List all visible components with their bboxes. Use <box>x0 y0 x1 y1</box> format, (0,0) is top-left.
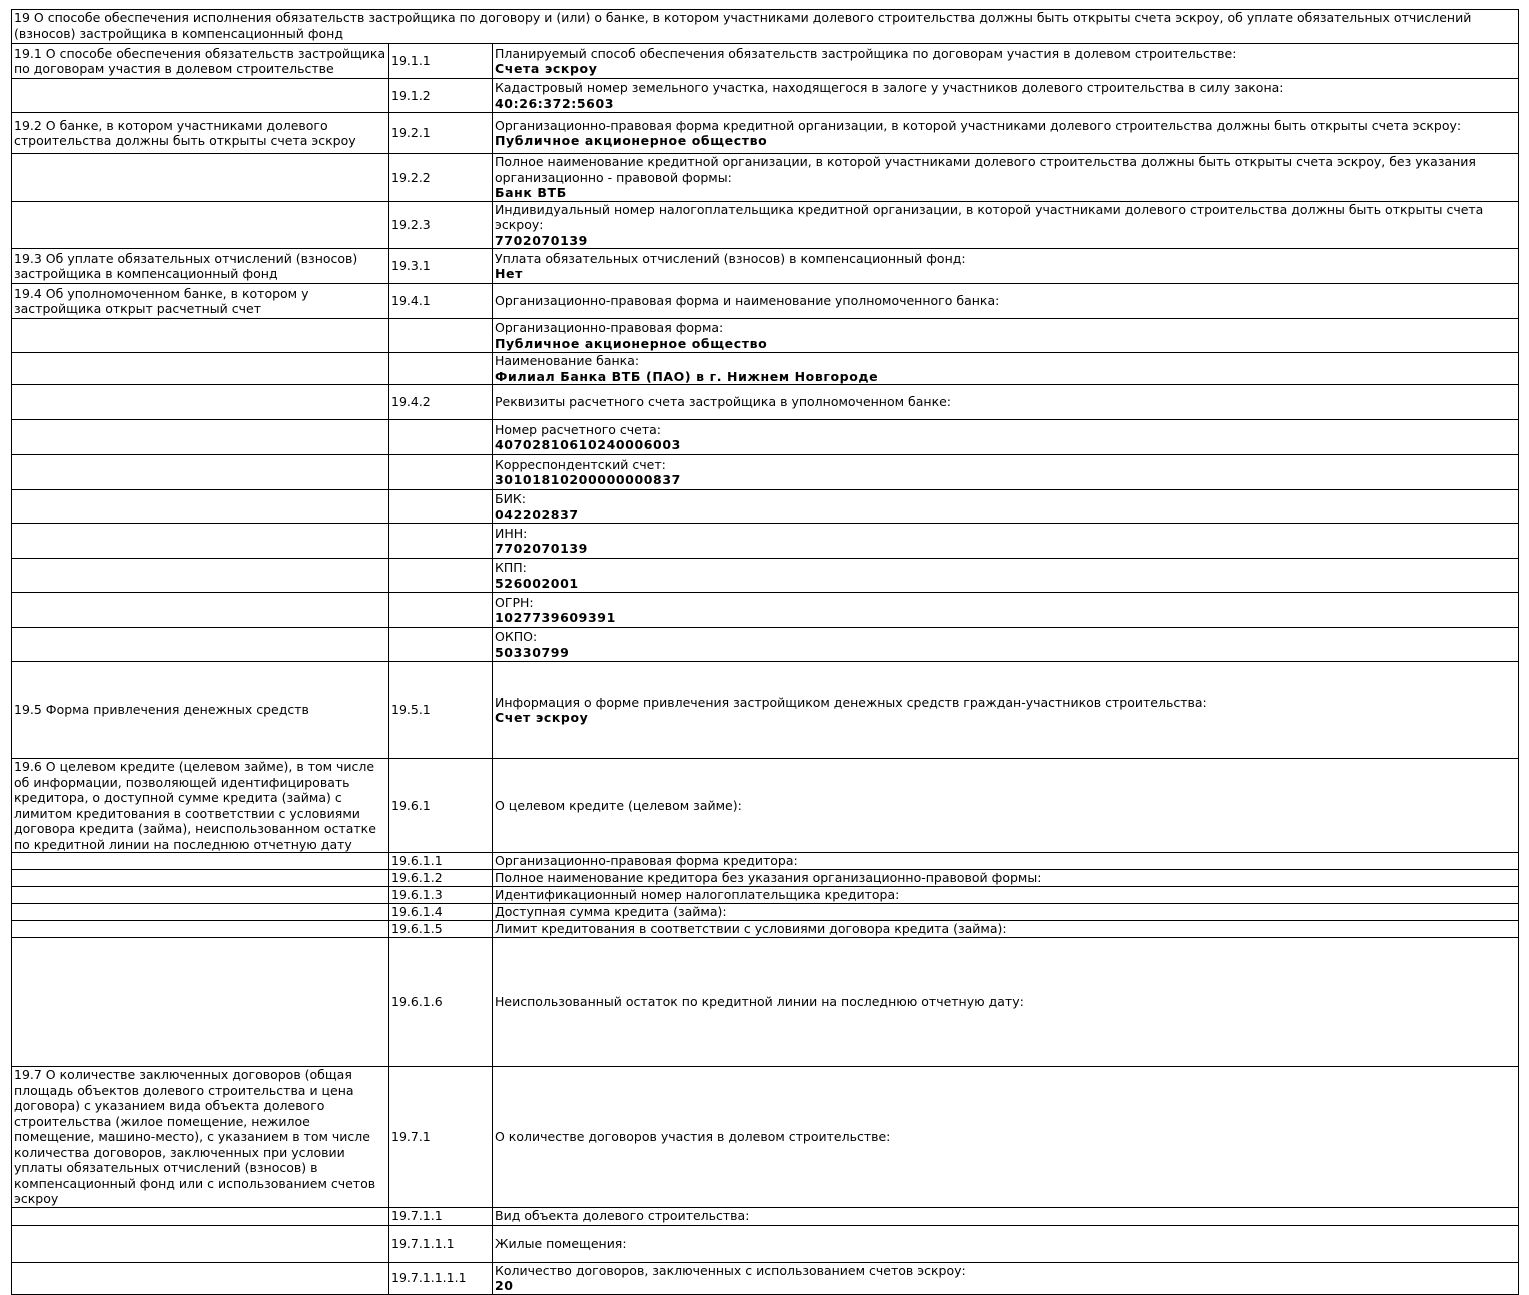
table-row <box>12 559 1519 593</box>
content-cell <box>493 524 1519 559</box>
field-value: Счет эскроу <box>495 710 589 725</box>
group-cell: 19.6 О целевом кредите (целевом займе), в том числе об информации, позволяющей идентифицировать кредитора, о доступной сумме кредита (займа) с лимитом кредитования в соответствии с условиями договора кредита (займа), неиспользованном остатке по кредитной линии на последнюю отчетную дату <box>12 759 389 853</box>
code-cell: 19.4.1 <box>389 284 493 319</box>
code-cell: 19.6.1 <box>389 759 493 853</box>
disclosure-table <box>11 9 1519 1295</box>
code-cell: 19.6.1.2 <box>389 870 493 887</box>
group-cell: 19.3 Об уплате обязательных отчислений (взносов) застройщика в компенсационный фонд <box>12 249 389 284</box>
content-cell <box>493 938 1519 1067</box>
field-label: Идентификационный номер налогоплательщика кредитора: <box>495 887 900 903</box>
field-label: Количество договоров, заключенных с использованием счетов эскроу: <box>495 1262 966 1278</box>
content-cell <box>493 904 1519 921</box>
content-cell <box>493 662 1519 759</box>
code-cell: 19.5.1 <box>389 662 493 759</box>
table-row <box>12 921 1519 938</box>
table-row <box>12 904 1519 921</box>
content-cell <box>493 887 1519 904</box>
group-cell <box>12 904 389 921</box>
table-row <box>12 593 1519 628</box>
code-cell: 19.3.1 <box>389 249 493 284</box>
code-cell: 19.6.1.3 <box>389 887 493 904</box>
field-label: Информация о форме привлечения застройщиком денежных средств граждан-участников строительства: <box>495 694 1207 710</box>
field-label: Организационно-правовая форма кредитора: <box>495 853 798 869</box>
code-cell: 19.4.2 <box>389 385 493 420</box>
group-cell <box>12 921 389 938</box>
field-label: Организационно-правовая форма кредитной организации, в которой участниками долевого строительства должны быть открыты счета эскроу: <box>495 117 1462 133</box>
code-cell <box>389 628 493 662</box>
group-cell <box>12 490 389 524</box>
code-cell: 19.7.1.1 <box>389 1207 493 1225</box>
content-cell <box>493 1067 1519 1208</box>
field-label: ОГРН: <box>495 594 534 610</box>
field-label: Корреспондентский счет: <box>495 456 666 472</box>
group-cell <box>12 319 389 353</box>
table-row <box>12 662 1519 759</box>
content-cell <box>493 759 1519 853</box>
code-cell: 19.7.1.1.1.1 <box>389 1262 493 1294</box>
group-cell <box>12 593 389 628</box>
field-value: Нет <box>495 266 523 281</box>
table-row <box>12 353 1519 385</box>
group-cell <box>12 524 389 559</box>
field-label: Неиспользованный остаток по кредитной линии на последнюю отчетную дату: <box>495 994 1024 1010</box>
code-cell <box>389 420 493 455</box>
content-cell <box>493 853 1519 870</box>
field-value: 7702070139 <box>495 541 588 556</box>
field-value: Счета эскроу <box>495 61 598 76</box>
field-label: Уплата обязательных отчислений (взносов) в компенсационный фонд: <box>495 250 966 266</box>
field-label: Организационно-правовая форма: <box>495 320 724 335</box>
content-cell <box>493 921 1519 938</box>
field-value: Филиал Банка ВТБ (ПАО) в г. Нижнем Новгороде <box>495 368 879 384</box>
content-cell <box>493 44 1519 79</box>
field-label: Планируемый способ обеспечения обязательств застройщика по договорам участия в долевом строительстве: <box>495 45 1237 61</box>
table-row <box>12 385 1519 420</box>
code-cell: 19.1.2 <box>389 79 493 113</box>
field-label: КПП: <box>495 560 527 575</box>
group-cell: 19.2 О банке, в котором участниками долевого строительства должны быть открыты счета эскроу <box>12 113 389 154</box>
field-value: 30101810200000000837 <box>495 472 681 487</box>
table-row <box>12 79 1519 113</box>
code-cell <box>389 319 493 353</box>
field-value: 20 <box>495 1278 514 1293</box>
content-cell <box>493 319 1519 353</box>
code-cell: 19.2.3 <box>389 201 493 249</box>
content-cell <box>493 593 1519 628</box>
field-value: Публичное акционерное общество <box>495 335 768 351</box>
group-cell: 19.1 О способе обеспечения обязательств застройщика по договорам участия в долевом строительстве <box>12 44 389 79</box>
table-row <box>12 490 1519 524</box>
field-label: Кадастровый номер земельного участка, находящегося в залоге у участников долевого строительства в силу закона: <box>495 80 1284 95</box>
field-label: ОКПО: <box>495 629 538 644</box>
table-row <box>12 201 1519 249</box>
field-value: 1027739609391 <box>495 610 616 625</box>
code-cell <box>389 455 493 490</box>
group-cell <box>12 1207 389 1225</box>
content-cell <box>493 490 1519 524</box>
table-row <box>12 853 1519 870</box>
field-label: Доступная сумма кредита (займа): <box>495 904 727 920</box>
group-cell <box>12 938 389 1067</box>
code-cell: 19.6.1.6 <box>389 938 493 1067</box>
code-cell <box>389 559 493 593</box>
code-cell: 19.2.1 <box>389 113 493 154</box>
group-cell <box>12 385 389 420</box>
table-row <box>12 44 1519 79</box>
field-value: Публичное акционерное общество <box>495 133 768 148</box>
content-cell <box>493 353 1519 385</box>
group-cell: 19.7 О количестве заключенных договоров (общая площадь объектов долевого строительства и цена договора) с указанием вида объекта долевого строительства (жилое помещение, нежилое помещение, машино-место), с указанием в том числе количества договоров, заключенных при условии уплаты обязательных отчислений (взносов) в компенсационный фонд или с использованием счетов эскроу <box>12 1067 389 1208</box>
table-row <box>12 249 1519 284</box>
code-cell: 19.7.1 <box>389 1067 493 1208</box>
content-cell <box>493 1225 1519 1262</box>
field-value: 7702070139 <box>495 232 588 248</box>
group-cell <box>12 1262 389 1294</box>
group-cell <box>12 154 389 202</box>
group-cell: 19.5 Форма привлечения денежных средств <box>12 662 389 759</box>
field-label: Вид объекта долевого строительства: <box>495 1208 750 1224</box>
content-cell <box>493 628 1519 662</box>
content-cell <box>493 420 1519 455</box>
content-cell <box>493 1207 1519 1225</box>
field-label: Полное наименование кредитора без указания организационно-правовой формы: <box>495 870 1042 886</box>
table-row <box>12 420 1519 455</box>
content-cell <box>493 559 1519 593</box>
table-row <box>12 455 1519 490</box>
content-cell <box>493 455 1519 490</box>
table-row <box>12 887 1519 904</box>
field-value: 40702810610240006003 <box>495 437 681 452</box>
group-cell <box>12 853 389 870</box>
field-label: О целевом кредите (целевом займе): <box>495 797 742 813</box>
table-row <box>12 938 1519 1067</box>
table-row <box>12 870 1519 887</box>
field-label: Жилые помещения: <box>495 1235 627 1251</box>
content-cell <box>493 870 1519 887</box>
field-value: 042202837 <box>495 506 579 522</box>
field-label: Наименование банка: <box>495 353 640 368</box>
table-row <box>12 1225 1519 1262</box>
field-label: БИК: <box>495 491 527 506</box>
table-row <box>12 1067 1519 1208</box>
field-label: Реквизиты расчетного счета застройщика в уполномоченном банке: <box>495 394 952 410</box>
content-cell <box>493 284 1519 319</box>
field-value: 50330799 <box>495 644 570 660</box>
field-label: Организационно-правовая форма и наименование уполномоченного банка: <box>495 293 1000 309</box>
group-cell <box>12 79 389 113</box>
code-cell: 19.6.1.4 <box>389 904 493 921</box>
field-label: Номер расчетного счета: <box>495 421 662 437</box>
content-cell <box>493 1262 1519 1294</box>
content-cell <box>493 385 1519 420</box>
group-cell <box>12 628 389 662</box>
field-label: Лимит кредитования в соответствии с условиями договора кредита (займа): <box>495 921 1007 937</box>
group-cell <box>12 887 389 904</box>
table-row <box>12 759 1519 853</box>
content-cell <box>493 113 1519 154</box>
group-cell: 19.4 Об уполномоченном банке, в котором у застройщика открыт расчетный счет <box>12 284 389 319</box>
group-cell <box>12 455 389 490</box>
field-value: 40:26:372:5603 <box>495 95 615 111</box>
group-cell <box>12 353 389 385</box>
content-cell <box>493 201 1519 249</box>
table-row <box>12 524 1519 559</box>
content-cell <box>493 154 1519 202</box>
field-value: Банк ВТБ <box>495 185 567 200</box>
group-cell <box>12 420 389 455</box>
section-header-row <box>12 10 1519 44</box>
group-cell <box>12 201 389 249</box>
field-label: Индивидуальный номер налогоплательщика кредитной организации, в которой участниками долевого строительства должны быть открыты счета эскроу: <box>495 201 1484 232</box>
field-label: ИНН: <box>495 525 528 541</box>
content-cell <box>493 79 1519 113</box>
field-value: 526002001 <box>495 575 579 591</box>
table-row <box>12 319 1519 353</box>
code-cell <box>389 593 493 628</box>
code-cell: 19.7.1.1.1 <box>389 1225 493 1262</box>
code-cell <box>389 353 493 385</box>
table-row <box>12 1262 1519 1294</box>
code-cell: 19.2.2 <box>389 154 493 202</box>
code-cell: 19.6.1.5 <box>389 921 493 938</box>
field-label: Полное наименование кредитной организации, в которой участниками долевого строительства должны быть открыты счета эскроу, без указания организационно - правовой формы: <box>495 154 1476 185</box>
code-cell: 19.6.1.1 <box>389 853 493 870</box>
code-cell <box>389 490 493 524</box>
code-cell: 19.1.1 <box>389 44 493 79</box>
code-cell <box>389 524 493 559</box>
group-cell <box>12 559 389 593</box>
content-cell <box>493 249 1519 284</box>
field-label: О количестве договоров участия в долевом строительстве: <box>495 1129 891 1144</box>
group-cell <box>12 1225 389 1262</box>
table-body <box>12 10 1519 1295</box>
section-title: 19 О способе обеспечения исполнения обязательств застройщика по договору и (или) о банке, в котором участниками долевого строительства должны быть открыты счета эскроу, об уплате обязательных отчислений (взносов) застройщика в компенсационный фонд <box>12 10 1519 44</box>
table-row <box>12 1207 1519 1225</box>
group-cell <box>12 870 389 887</box>
table-row <box>12 284 1519 319</box>
table-row <box>12 628 1519 662</box>
table-row <box>12 154 1519 202</box>
table-row <box>12 113 1519 154</box>
